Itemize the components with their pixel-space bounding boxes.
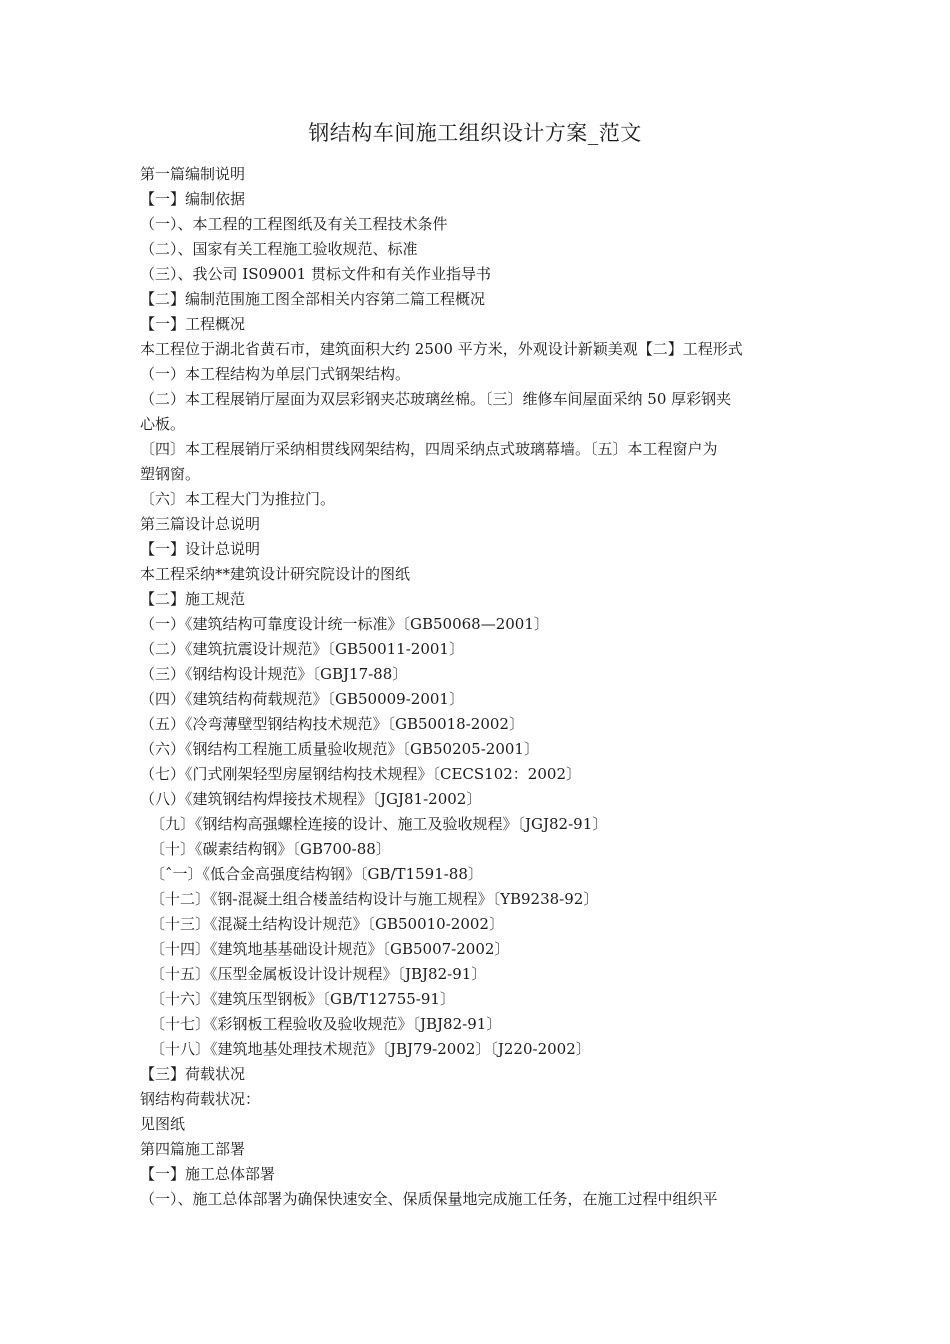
- list-item: （一）、本工程的工程图纸及有关工程技术条件: [140, 215, 448, 233]
- standard-item: （六）《钢结构工程施工质量验收规范》〔GB50205-2001〕: [140, 740, 539, 758]
- standard-item: 〔ˆ一〕《低合金高强度结构钢》〔GB/T1591-88〕: [150, 865, 483, 883]
- list-item: 〔四〕本工程展销厅采纳相贯线网架结构，四周采纳点式玻璃幕墙。〔五〕本工程窗户为: [140, 440, 718, 458]
- document-title: 钢结构车间施工组织设计方案_范文: [308, 121, 642, 145]
- list-item: （一）本工程结构为单层门式钢架结构。: [140, 365, 411, 383]
- document-body: [140, 162, 830, 1212]
- subsection-heading: 【二】编制范围施工图全部相关内容第二篇工程概况: [140, 290, 486, 308]
- list-item: （三）、我公司 IS09001 贯标文件和有关作业指导书: [140, 265, 491, 283]
- standard-item: 〔十七〕《彩钢板工程验收及验收规范》〔JBJ82-91〕: [150, 1015, 502, 1033]
- paragraph-line: 钢结构荷载状况：: [140, 1090, 261, 1108]
- standard-item: 〔十二〕《钢-混凝土组合楼盖结构设计与施工规程》〔YB9238-92〕: [150, 890, 599, 908]
- section-heading: 第四篇施工部署: [140, 1140, 246, 1158]
- paragraph-line: 本工程位于湖北省黄石市，建筑面积大约 2500 平方米，外观设计新颖美观【二】工程形式: [140, 340, 743, 358]
- paragraph-line: 塑钢窗。: [140, 465, 201, 483]
- standard-item: （八）《建筑钢结构焊接技术规程》〔JGJ81-2002〕: [140, 790, 482, 808]
- standard-item: （二）《建筑抗震设计规范》〔GB50011-2001〕: [140, 640, 464, 658]
- standard-item: （五）《冷弯薄壁型钢结构技术规范》〔GB50018-2002〕: [140, 715, 524, 733]
- standard-item: 〔九〕《钢结构高强螺栓连接的设计、施工及验收规程》〔JGJ82-91〕: [150, 815, 608, 833]
- subsection-heading: 【一】设计总说明: [140, 540, 261, 558]
- standard-item: 〔十五〕《压型金属板设计设计规程》〔JBJ82-91〕: [150, 965, 487, 983]
- standard-item: 〔十〕《碳素结构钢》〔GB700-88〕: [150, 840, 391, 858]
- subsection-heading: 【一】施工总体部署: [140, 1165, 276, 1183]
- section-heading: 第一篇编制说明: [140, 165, 246, 183]
- subsection-heading: 【一】编制依据: [140, 190, 246, 208]
- standard-item: 〔十三〕《混凝土结构设计规范》〔GB50010-2002〕: [150, 915, 504, 933]
- standard-item: 〔十六〕《建筑压型钢板》〔GB/T12755-91〕: [150, 990, 455, 1008]
- list-item: （二）、国家有关工程施工验收规范、标准: [140, 240, 418, 258]
- paragraph-line: 见图纸: [140, 1115, 186, 1133]
- list-item: （一）、施工总体部署为确保快速安全、保质保量地完成施工任务，在施工过程中组织平: [140, 1190, 718, 1208]
- standard-item: （一）《建筑结构可靠度设计统一标准》〔GB50068—2001〕: [140, 615, 549, 633]
- paragraph-line: 心板。: [140, 415, 186, 433]
- list-item: （二）本工程展销厅屋面为双层彩钢夹芯玻璃丝棉。〔三〕维修车间屋面采纳 50 厚彩钢夹: [140, 390, 732, 408]
- standard-item: 〔十四〕《建筑地基基础设计规范》〔GB5007-2002〕: [150, 940, 510, 958]
- standard-item: （四）《建筑结构荷载规范》〔GB50009-2001〕: [140, 690, 464, 708]
- subsection-heading: 【三】荷载状况: [140, 1065, 246, 1083]
- subsection-heading: 【二】施工规范: [140, 590, 246, 608]
- standard-item: 〔十八〕《建筑地基处理技术规范》〔JBJ79-2002〕〔J220-2002〕: [150, 1040, 591, 1058]
- standard-item: （七）《门式刚架轻型房屋钢结构技术规程》〔CECS102：2002〕: [140, 765, 581, 783]
- paragraph-line: 本工程采纳**建筑设计研究院设计的图纸: [140, 565, 411, 583]
- subsection-heading: 【一】工程概况: [140, 315, 246, 333]
- section-heading: 第三篇设计总说明: [140, 515, 261, 533]
- standard-item: （三）《钢结构设计规范》〔GBJ17-88〕: [140, 665, 408, 683]
- list-item: 〔六〕本工程大门为推拉门。: [140, 490, 336, 508]
